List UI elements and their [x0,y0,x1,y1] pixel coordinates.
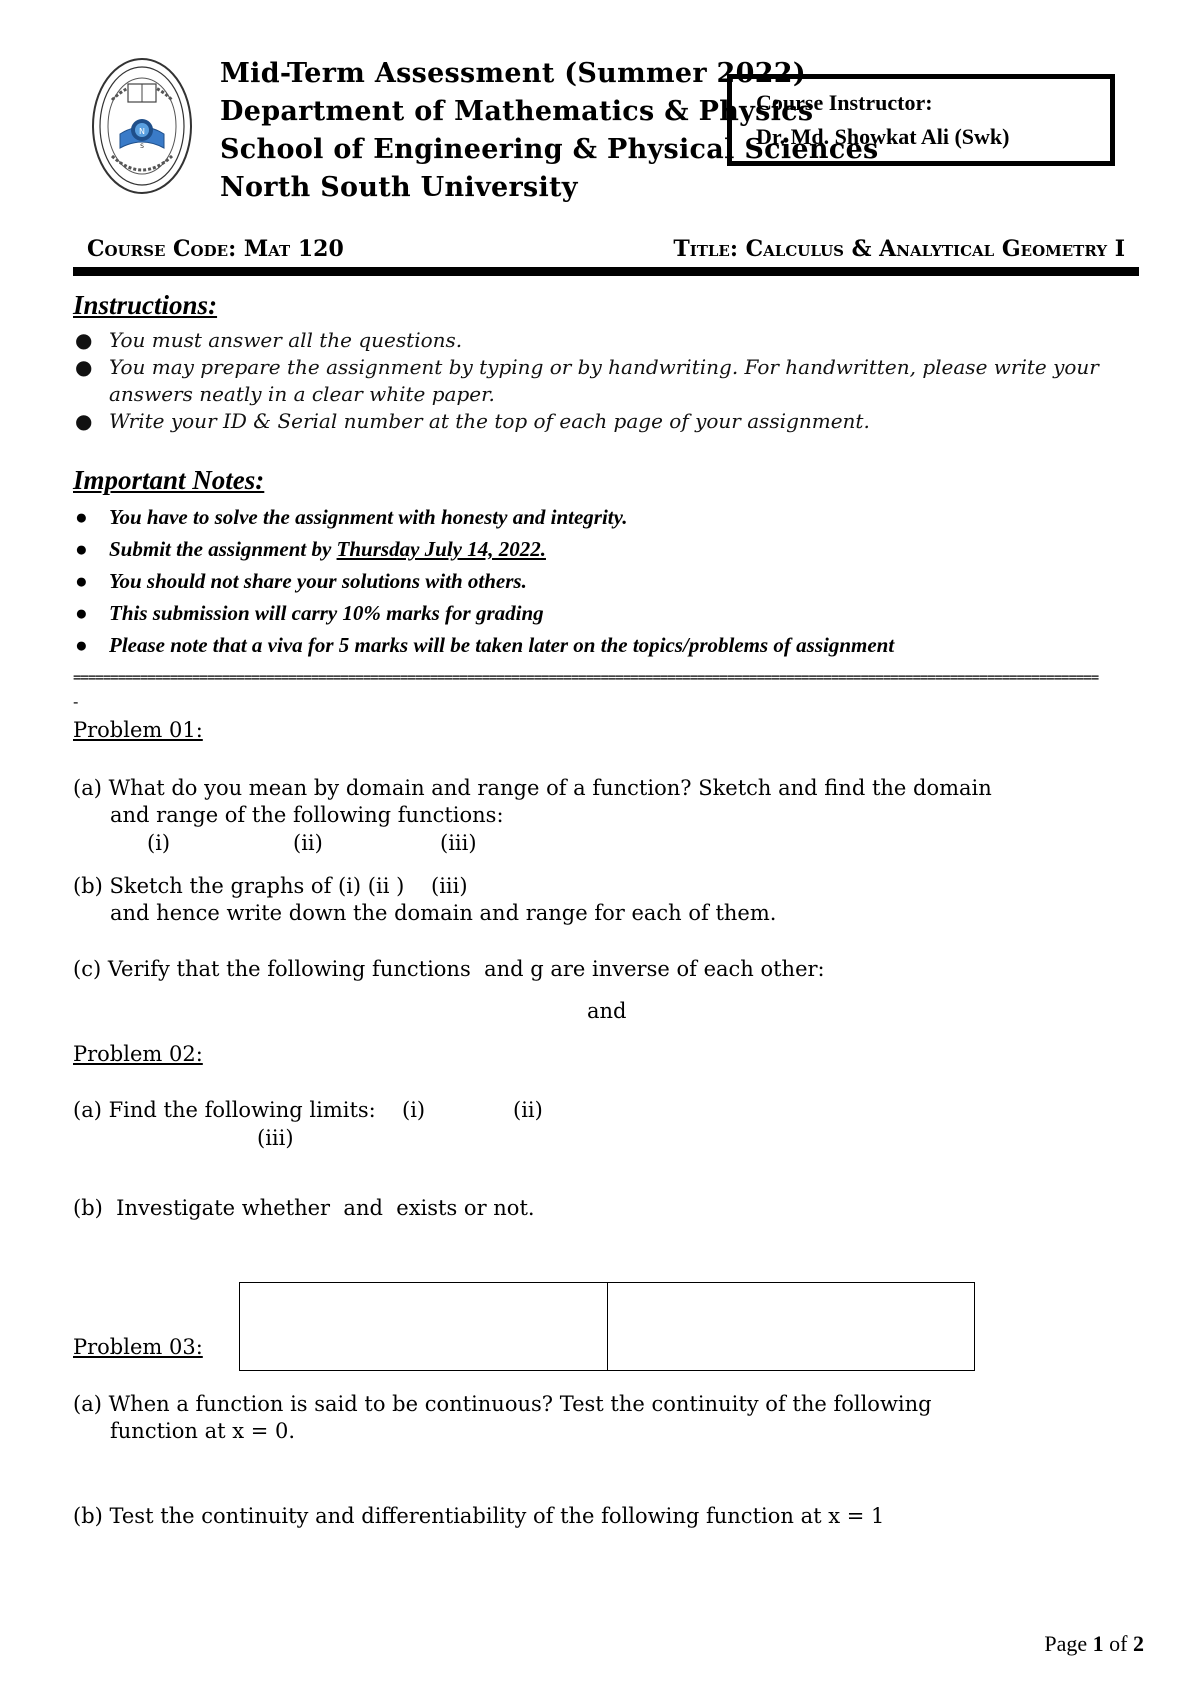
svg-text:S: S [140,143,144,150]
svg-text:N: N [139,127,145,136]
instructions-heading: Instructions: [73,290,218,320]
notes-list [73,501,1118,661]
header-divider [73,267,1139,276]
note-item: ● You should not share your solutions with others. [75,569,527,593]
section-separator: ========================================================================================================================================== [73,670,1099,686]
blank-table [239,1282,975,1371]
course-instructor-box [727,74,1115,166]
note-item: ● Please note that a viva for 5 marks will be taken later on the topics/problems of assignment [75,633,895,657]
problem-01-c-text: (c) Verify that the following functions and g are inverse of each other: [73,957,825,981]
problem-01-b-text: (b) Sketch the graphs of (i) (ii ) (iii) [73,874,468,898]
instructions-list [73,327,1118,435]
instruction-item: ● Write your ID & Serial number at the top of each page of your assignment. [75,409,870,433]
course-title: Title: Calculus & Analytical Geometry I [673,236,1125,262]
problem-03-title: Problem 03: [73,1335,203,1359]
problem-02-title: Problem 02: [73,1042,203,1066]
problem-01-a-part-iii: (iii) [440,831,477,855]
course-instructor-label: Course Instructor: [756,90,933,115]
note-item: ● Submit the assignment by Thursday July 14, 2022. [75,537,546,561]
note-item: ● This submission will carry 10% marks for grading [75,601,544,625]
assessment-title: Mid-Term Assessment (Summer 2022) [220,58,806,89]
submission-date: Thursday July 14, 2022. [336,537,546,561]
problem-01-a-part-ii: (ii) [293,831,323,855]
problem-01-b-text-cont: and hence write down the domain and range for each of them. [110,901,777,925]
page-number: Page 1 of 2 [1044,1631,1144,1656]
instruction-item: ● You may prepare the assignment by typing or by handwriting. For handwritten, please write your answers neatly in a clear white paper. [75,355,1099,406]
blank-table-cell [240,1283,607,1370]
problem-01-c-and: and [587,999,627,1023]
problem-02-a-part-ii: (ii) [513,1098,543,1122]
instruction-item: ● You must answer all the questions. [75,328,463,352]
department-name: Department of Mathematics & Physics [220,96,814,127]
problem-02-a-part-i: (i) [402,1098,426,1122]
important-notes-heading: Important Notes: [73,465,265,495]
problem-01-a-part-i: (i) [147,831,171,855]
university-name: North South University [220,172,578,203]
course-instructor-name: Dr. Md. Showkat Ali (Swk) [756,124,1010,149]
problem-02-a-text: (a) Find the following limits: [73,1098,376,1122]
separator-tail: - [73,692,79,711]
course-code: Course Code: Mat 120 [87,236,344,262]
problem-03-a-text-cont: function at x = 0. [110,1419,296,1443]
blank-table-cell [607,1283,975,1370]
problem-01-a-text-cont: and range of the following functions: [110,803,504,827]
university-seal-logo [90,56,194,196]
problem-02-b-text: (b) Investigate whether and exists or not. [73,1196,535,1220]
problem-03-b-text: (b) Test the continuity and differentiability of the following function at x = 1 [73,1504,885,1528]
note-item: ● You have to solve the assignment with honesty and integrity. [75,505,628,529]
school-name: School of Engineering & Physical Sciences [220,134,879,165]
problem-01-title: Problem 01: [73,718,203,742]
problem-03-a-text: (a) When a function is said to be continuous? Test the continuity of the following [73,1392,932,1416]
problem-02-a-part-iii: (iii) [257,1126,294,1150]
problem-01-a-text: (a) What do you mean by domain and range of a function? Sketch and find the domain [73,776,992,800]
